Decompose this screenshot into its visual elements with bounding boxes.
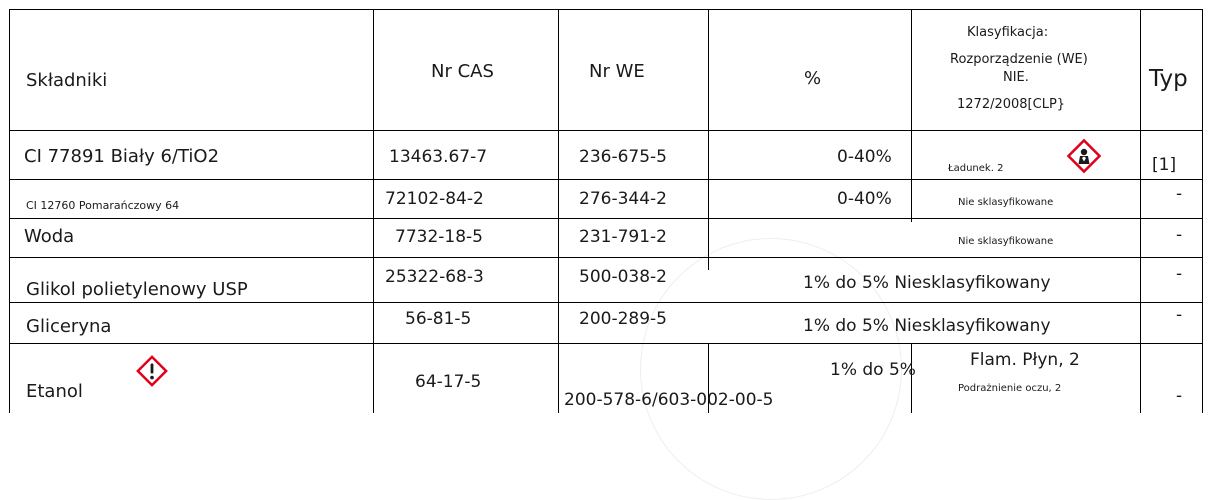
row-5-percent-classification: 1% do 5% Niesklasyfikowany xyxy=(803,316,1051,336)
row-6-classification-line1: Flam. Płyn, 2 xyxy=(970,350,1080,370)
row-divider xyxy=(9,343,1202,344)
row-1-name: CI 77891 Biały 6/TiO2 xyxy=(24,146,220,167)
row-divider xyxy=(9,257,1202,258)
header-we: Nr WE xyxy=(589,61,645,82)
row-3-name: Woda xyxy=(24,226,75,247)
header-percent: % xyxy=(804,68,822,89)
row-6-type: - xyxy=(1176,386,1183,406)
row-1-cas: 13463.67-7 xyxy=(389,147,488,167)
row-divider xyxy=(9,218,1202,219)
row-1-we: 236-675-5 xyxy=(579,147,667,167)
row-4-we: 500-038-2 xyxy=(579,267,667,287)
row-5-we: 200-289-5 xyxy=(579,309,667,329)
table-border-right xyxy=(1202,9,1203,413)
row-1-percent: 0-40% xyxy=(837,147,892,167)
row-5-type: - xyxy=(1176,305,1183,325)
header-cas: Nr CAS xyxy=(431,61,494,82)
row-3-classification: Nie sklasyfikowane xyxy=(958,236,1054,247)
row-5-name: Gliceryna xyxy=(26,316,112,337)
table-border-left xyxy=(9,9,10,413)
row-6-classification-line2: Podrażnienie oczu, 2 xyxy=(958,383,1062,394)
header-classification-line3: NIE. xyxy=(1003,70,1029,85)
column-divider xyxy=(558,9,559,413)
row-2-we: 276-344-2 xyxy=(579,189,667,209)
row-6-name: Etanol xyxy=(26,381,83,402)
row-2-percent: 0-40% xyxy=(837,189,892,209)
table-border-top xyxy=(9,9,1202,10)
row-1-classification: Ładunek. 2 xyxy=(948,163,1004,174)
row-2-cas: 72102-84-2 xyxy=(385,189,484,209)
header-type: Typ xyxy=(1149,66,1188,92)
row-6-percent: 1% do 5% xyxy=(830,360,916,380)
header-classification-line4: 1272/2008[CLP} xyxy=(957,97,1066,112)
header-classification-line1: Klasyfikacja: xyxy=(967,25,1049,40)
header-divider xyxy=(9,130,1202,131)
row-2-type: - xyxy=(1176,184,1183,204)
column-divider xyxy=(708,9,709,270)
row-4-cas: 25322-68-3 xyxy=(385,267,484,287)
row-2-name: CI 12760 Pomarańczowy 64 xyxy=(26,199,180,212)
health-hazard-icon xyxy=(1065,137,1103,175)
column-divider xyxy=(911,9,912,222)
row-5-cas: 56-81-5 xyxy=(405,309,472,329)
row-4-name: Glikol polietylenowy USP xyxy=(26,279,248,300)
column-divider xyxy=(1140,9,1141,413)
row-divider xyxy=(9,302,1202,303)
row-3-type: - xyxy=(1176,225,1183,245)
exclamation-icon xyxy=(135,354,169,388)
row-4-type: - xyxy=(1176,264,1183,284)
row-4-percent-classification: 1% do 5% Niesklasyfikowany xyxy=(803,273,1051,293)
column-divider xyxy=(373,9,374,413)
row-6-cas: 64-17-5 xyxy=(415,372,482,392)
header-classification-line2: Rozporządzenie (WE) xyxy=(950,52,1088,67)
row-3-we: 231-791-2 xyxy=(579,227,667,247)
row-6-we: 200-578-6/603-002-00-5 xyxy=(564,390,774,410)
header-ingredients: Składniki xyxy=(26,70,108,91)
row-divider xyxy=(9,179,1202,180)
row-1-type: [1] xyxy=(1152,155,1177,175)
row-3-cas: 7732-18-5 xyxy=(395,227,483,247)
row-2-classification: Nie sklasyfikowane xyxy=(958,197,1054,208)
